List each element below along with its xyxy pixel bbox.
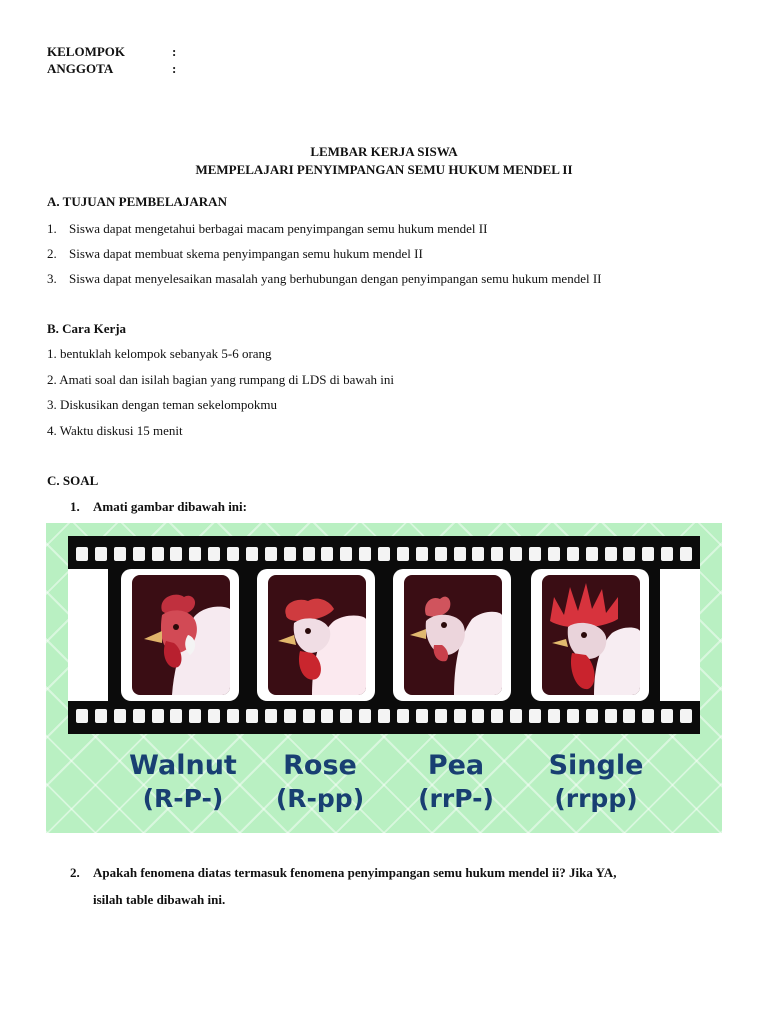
objective-text: Siswa dapat menyelesaikan masalah yang berhubungan dengan penyimpangan semu hukum mendel II — [69, 271, 602, 286]
step-item: 1. bentuklah kelompok sebanyak 5-6 orang — [47, 346, 272, 361]
filmstrip — [68, 536, 700, 734]
filmstrip-holes-bottom — [76, 708, 692, 724]
question-number: 2. — [70, 865, 80, 880]
kelompok-label: KELOMPOK — [47, 44, 125, 59]
comb-name: Single — [548, 750, 644, 781]
question-2-continuation: isilah table dibawah ini. — [93, 892, 226, 907]
objective-text: Siswa dapat membuat skema penyimpangan semu hukum mendel II — [69, 246, 423, 261]
caption-walnut — [108, 749, 258, 815]
objective-text: Siswa dapat mengetahui berbagai macam penyimpangan semu hukum mendel II — [69, 221, 488, 236]
worksheet-subtitle: MEMPELAJARI PENYIMPANGAN SEMU HUKUM MENDEL II — [195, 162, 573, 177]
anggota-label: ANGGOTA — [47, 61, 114, 76]
caption-single — [521, 749, 671, 815]
objective-number: 2. — [47, 246, 57, 261]
walnut-chicken-photo — [132, 575, 230, 695]
frame-single — [531, 569, 649, 701]
frame-rose — [257, 569, 375, 701]
step-item: 3. Diskusikan dengan teman sekelompokmu — [47, 397, 277, 412]
objective-number: 3. — [47, 271, 57, 286]
question-number: 1. — [70, 499, 80, 514]
frame-walnut — [121, 569, 239, 701]
rose-chicken-photo — [268, 575, 366, 695]
comb-name: Rose — [283, 750, 357, 781]
objective-item — [47, 246, 423, 262]
single-chicken-photo — [542, 575, 640, 695]
chicken-comb-figure — [46, 523, 722, 833]
step-item: 2. Amati soal dan isilah bagian yang rumpang di LDS di bawah ini — [47, 372, 394, 387]
kelompok-separator: : — [172, 44, 177, 59]
comb-name: Walnut — [129, 750, 237, 781]
objective-item — [47, 221, 487, 237]
worksheet-title: LEMBAR KERJA SISWA — [310, 144, 458, 159]
kelompok-row — [47, 44, 176, 60]
section-b-heading: B. Cara Kerja — [47, 321, 127, 336]
question-text: Apakah fenomena diatas termasuk fenomena penyimpangan semu hukum mendel ii? Jika YA, — [93, 865, 617, 880]
anggota-row — [47, 61, 176, 77]
caption-rose — [245, 749, 395, 815]
section-c-heading: C. SOAL — [47, 473, 99, 488]
step-item: 4. Waktu diskusi 15 menit — [47, 423, 183, 438]
anggota-separator: : — [172, 61, 177, 76]
objective-item — [47, 271, 602, 287]
section-a-heading: A. TUJUAN PEMBELAJARAN — [47, 194, 227, 209]
objective-number: 1. — [47, 221, 57, 236]
question-1 — [70, 499, 247, 515]
comb-name: Pea — [427, 750, 485, 781]
comb-genotype: (rrP-) — [418, 784, 494, 813]
comb-genotype: (R-pp) — [275, 784, 365, 813]
question-2 — [70, 865, 616, 881]
frame-pea — [393, 569, 511, 701]
pea-chicken-photo — [404, 575, 502, 695]
question-text: Amati gambar dibawah ini: — [93, 499, 247, 514]
caption-pea — [381, 749, 531, 815]
comb-genotype: (rrpp) — [554, 784, 638, 813]
comb-genotype: (R-P-) — [142, 784, 224, 813]
filmstrip-holes-top — [76, 546, 692, 562]
